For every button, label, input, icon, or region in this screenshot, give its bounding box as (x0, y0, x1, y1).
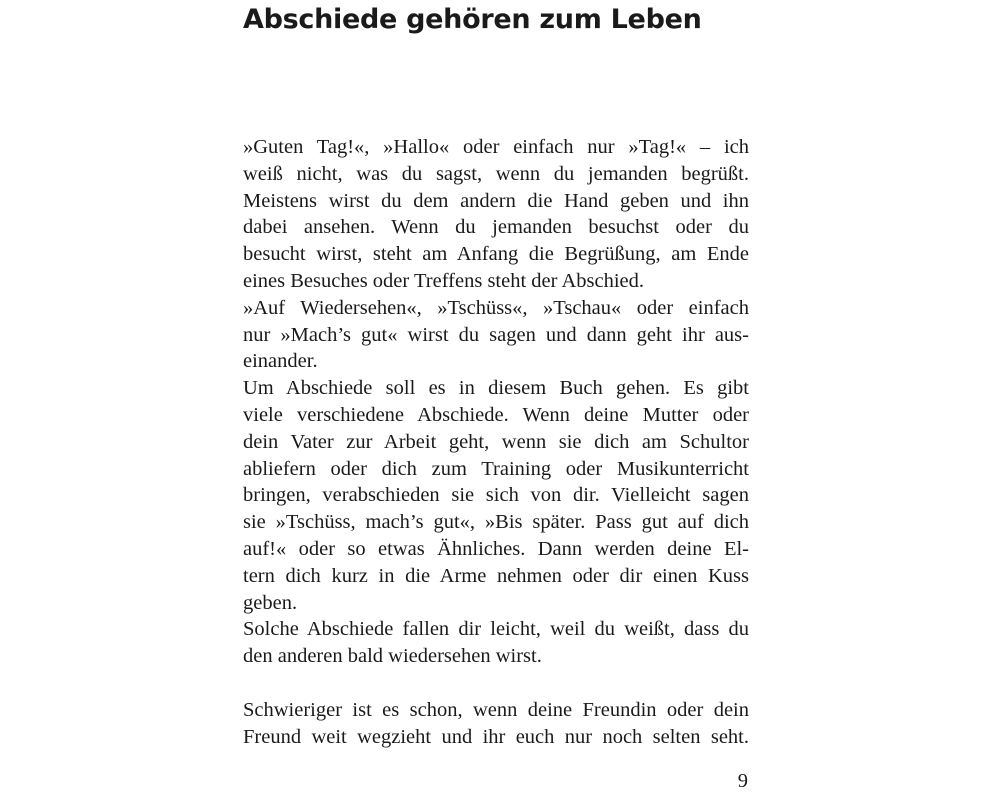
text-line: auf!« oder so etwas Ähnliches. Dann werden deine El- (243, 537, 749, 560)
text-line: besucht wirst, steht am Anfang die Begrüßung, am Ende (243, 243, 749, 266)
text-line: Solche Abschiede fallen dir leicht, weil du weißt, dass du (243, 618, 749, 641)
text-line: dein Vater zur Arbeit geht, wenn sie dich am Schultor (243, 430, 749, 453)
paragraph (243, 134, 749, 295)
text-line: einander. (243, 350, 318, 373)
text-line: geben. (243, 591, 298, 614)
text-line: eines Besuches oder Treffens steht der Abschied. (243, 269, 645, 292)
text-line: weiß nicht, was du sagst, wenn du jemanden begrüßt. (243, 162, 749, 185)
text-line: Freund weit wegzieht und ihr euch nur noch selten seht. (243, 725, 749, 748)
text-line: nur »Mach’s gut« wirst du sagen und dann geht ihr aus- (243, 323, 749, 346)
page-number: 9 (737, 770, 748, 792)
text-line: sie »Tschüss, mach’s gut«, »Bis später. Pass gut auf dich (243, 511, 749, 534)
text-line: tern dich kurz in die Arme nehmen oder dir einen Kuss (243, 564, 749, 587)
text-line: »Auf Wiedersehen«, »Tschüss«, »Tschau« oder einfach (243, 296, 749, 319)
body-text (243, 134, 749, 750)
paragraph (243, 616, 749, 670)
text-line: »Guten Tag!«, »Hallo« oder einfach nur »Tag!« – ich (243, 136, 749, 158)
paragraph (243, 697, 749, 751)
text-line: viele verschiedene Abschiede. Wenn deine Mutter oder (243, 403, 749, 426)
text-line: dabei ansehen. Wenn du jemanden besuchst oder du (243, 216, 749, 239)
paragraph (243, 295, 749, 375)
text-line: Um Abschiede soll es in diesem Buch gehen. Es gibt (243, 377, 749, 400)
text-line: Meistens wirst du dem andern die Hand geben und ihn (243, 189, 749, 212)
text-line: bringen, verabschieden sie sich von dir. Vielleicht sagen (243, 484, 749, 507)
paragraph-gap (243, 670, 749, 697)
paragraph (243, 375, 749, 616)
page-title: Abschiede gehören zum Leben (243, 4, 702, 35)
text-line: abliefern oder dich zum Training oder Musikunterricht (243, 457, 749, 480)
text-line: den anderen bald wiedersehen wirst. (243, 645, 542, 668)
text-line: Schwieriger ist es schon, wenn deine Freundin oder dein (243, 698, 749, 721)
